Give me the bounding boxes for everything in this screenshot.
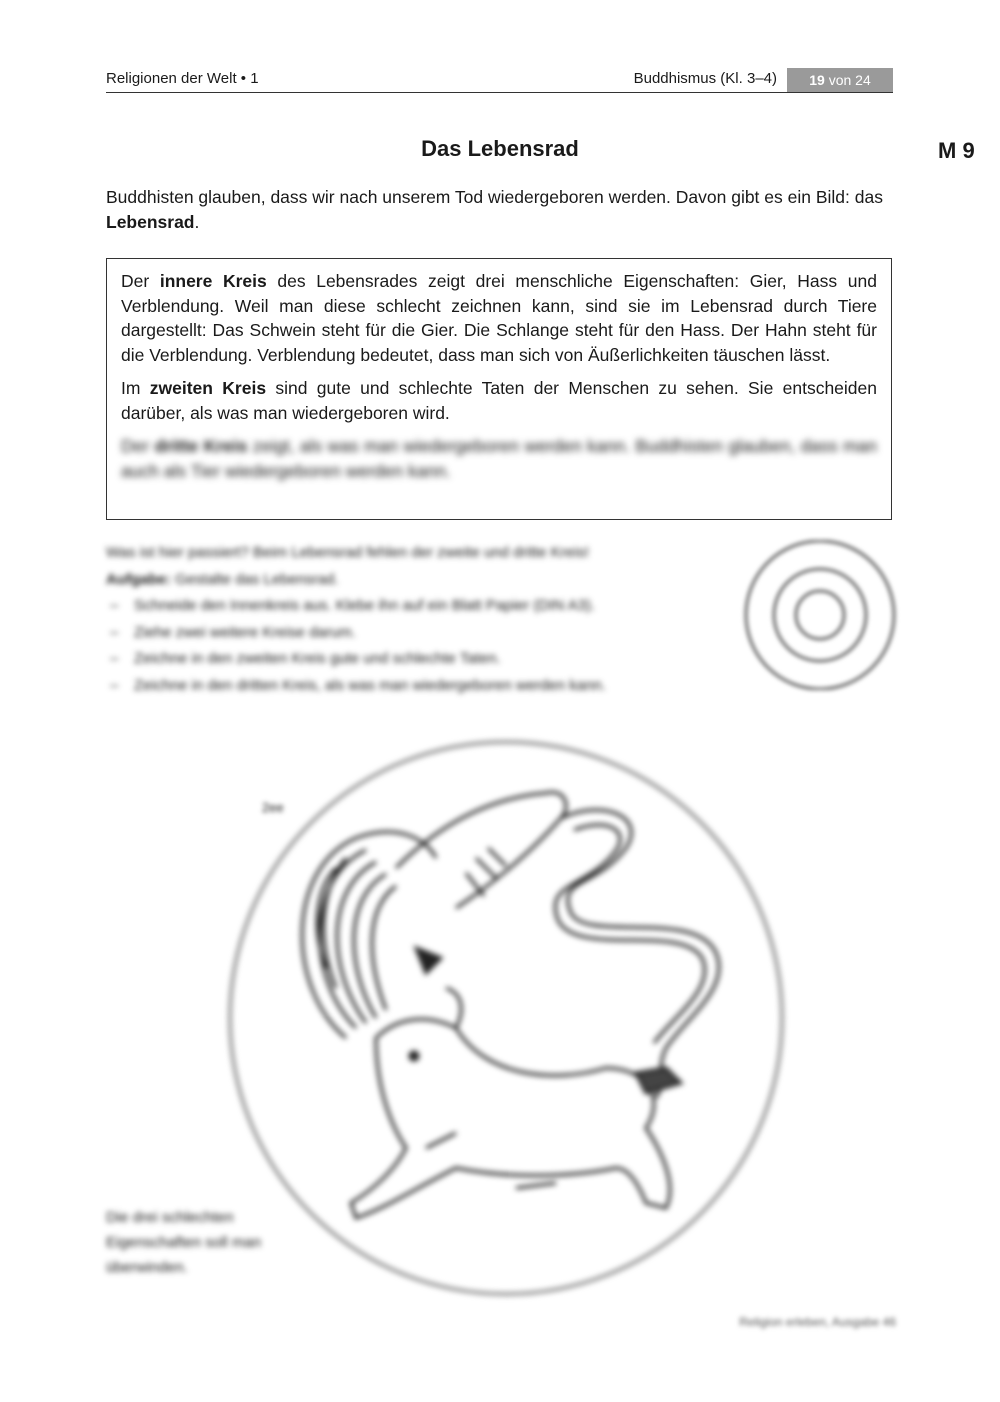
series-title: Religionen der Welt • 1 (106, 70, 259, 87)
info-paragraph-2 (121, 376, 877, 425)
task-label: Aufgabe: (106, 570, 171, 588)
p2-bold: zweiten Kreis (149, 378, 267, 398)
p3-rest: zeigt, als was man wiedergeboren werden kann. Buddhisten glauben, dass man auch als Tier wiedergeboren werden kann. (121, 436, 878, 481)
intro-bold: Lebensrad (106, 212, 195, 232)
p3-bold: dritte Kreis (154, 436, 248, 456)
p2-rest: sind gute und schlechte Taten der Menschen zu sehen. Sie entscheiden darüber, als was man wiedergeboren wird. (121, 378, 877, 423)
unit-title: Buddhismus (Kl. 3–4) (633, 70, 777, 87)
concentric-rings-illustration (742, 540, 898, 690)
page-header (106, 68, 893, 93)
intro-end: . (194, 212, 200, 232)
p1-rest: des Lebensrades zeigt drei menschliche Eigenschaften: Gier, Hass und Verblendung. Weil man diese schlecht zeichnen kann, sind sie im Lebensrad durch Tiere dargestellt: Das Schwein steht für die Gier. Die Schlange steht für den Hass. Der Hahn steht für die Verblendung. Verblendung bedeutet, dass man sich von Äußerlichkeiten täuschen lässt. (121, 271, 877, 365)
p1-bold: innere Kreis (159, 271, 267, 291)
task-step: – Ziehe zwei weitere Kreise darum. (106, 620, 766, 647)
task-section (106, 540, 766, 699)
intro-text: Buddhisten glauben, dass wir nach unserem Tod wiedergeboren werden. Davon gibt es ein Bild: das (106, 187, 883, 207)
page-current: 19 (809, 72, 825, 88)
page-total: 24 (855, 72, 871, 88)
image-caption: Die drei schlechten Eigenschaften soll man überwinden. (106, 1209, 262, 1276)
p2-start: Im (121, 378, 150, 398)
page-separator: von (824, 72, 856, 88)
source-footer: Religion erleben, Ausgabe 46 (739, 1315, 896, 1329)
task-step: – Zeichne in den dritten Kreis, als was man wiedergeboren werden kann. (106, 673, 766, 700)
task-heading (106, 567, 766, 594)
page-indicator (787, 68, 893, 92)
info-paragraph-3 (121, 434, 877, 483)
wheel-label: 2ee (262, 800, 284, 815)
info-box (106, 258, 892, 520)
task-step: – Zeichne in den zweiten Kreis gute und schlechte Taten. (106, 646, 766, 673)
task-question: Was ist hier passiert? Beim Lebensrad fehlen der zweite und dritte Kreis! (106, 544, 590, 561)
p3-start: Der (121, 436, 155, 456)
page-title: Das Lebensrad (421, 136, 579, 161)
intro-paragraph (106, 185, 896, 235)
material-code: M 9 (938, 138, 975, 163)
snake-icon (555, 810, 719, 1098)
rooster-icon (302, 792, 566, 1038)
task-step: – Schneide den Innenkreis aus. Klebe ihn auf ein Blatt Papier (DIN A3). (106, 593, 766, 620)
p1-start: Der (121, 271, 160, 291)
pig-icon (351, 988, 670, 1218)
info-paragraph-1 (121, 269, 877, 367)
task-label-rest: Gestalte das Lebensrad. (171, 570, 339, 588)
